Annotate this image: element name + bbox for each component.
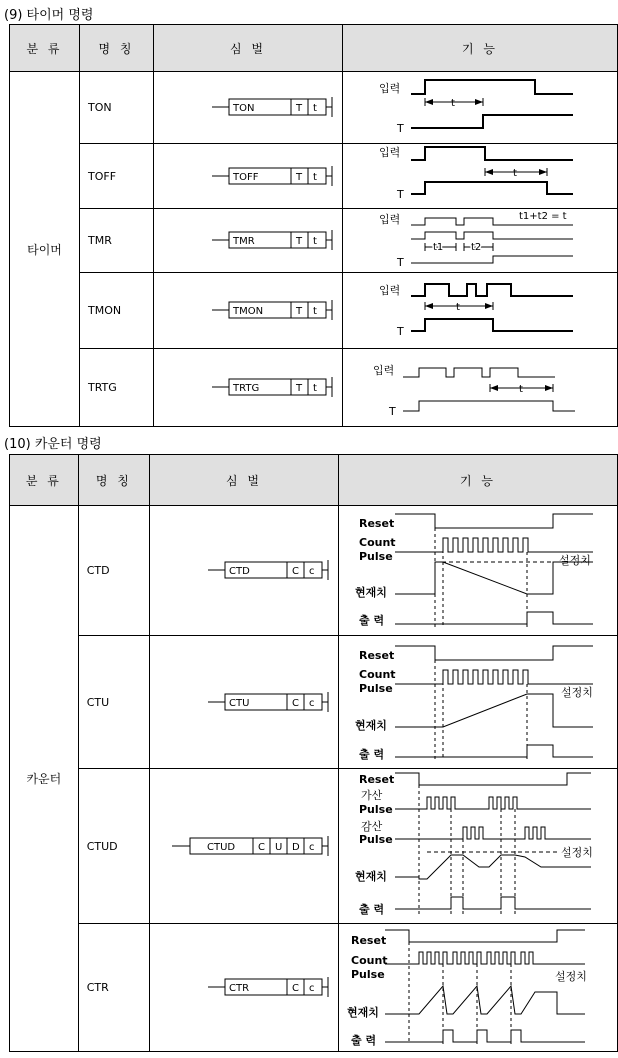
table-row <box>10 769 618 924</box>
counter-table <box>9 454 618 1052</box>
timer-header-row <box>10 25 618 72</box>
reset-label: Reset <box>350 934 387 947</box>
symbol-operand: T <box>296 172 303 183</box>
instruction-symbol <box>154 349 343 427</box>
header-name: 명 칭 <box>78 455 149 506</box>
instruction-name: CTUD <box>78 769 149 924</box>
symbol-operand: c <box>308 698 315 709</box>
symbol-operand: D <box>291 842 300 853</box>
instruction-symbol <box>154 144 343 209</box>
instruction-name: TOFF <box>80 144 154 209</box>
ladder-symbol-toff <box>154 144 342 208</box>
t-label: t <box>513 168 517 179</box>
instruction-symbol <box>149 924 338 1052</box>
symbol-operand: T <box>296 383 303 394</box>
timing-diagram-ctd <box>339 506 617 635</box>
header-symbol: 심 벌 <box>149 455 338 506</box>
output-label: T <box>397 122 404 135</box>
timing-diagram-cell <box>343 209 618 273</box>
table-row <box>10 273 618 349</box>
ladder-symbol-tmr <box>154 209 342 272</box>
instruction-name: TRTG <box>80 349 154 427</box>
reset-label: Reset <box>358 517 395 530</box>
header-function: 기 능 <box>343 25 618 72</box>
setpoint-label: 설정치 <box>560 686 593 699</box>
instruction-name: TMR <box>80 209 154 273</box>
instruction-symbol <box>149 506 338 636</box>
current-value-label: 현재치 <box>354 870 387 883</box>
symbol-operand: C <box>291 566 299 577</box>
header-name: 명 칭 <box>80 25 154 72</box>
input-label: 입력 <box>373 364 395 377</box>
timer-category: 타이머 <box>10 72 80 427</box>
output-label: T <box>397 325 404 338</box>
input-label: 입력 <box>379 284 401 297</box>
counter-header-row <box>10 455 618 506</box>
reset-label: Reset <box>358 649 395 662</box>
timer-section-title: (9) 타이머 명령 <box>4 8 94 23</box>
ladder-symbol-ctr <box>150 924 338 1051</box>
timing-diagram-tmon <box>343 273 617 348</box>
pulse-label: Pulse <box>350 968 385 981</box>
symbol-operand: t <box>313 103 317 114</box>
timing-diagram-cell <box>338 924 617 1052</box>
timing-diagram-cell <box>343 72 618 144</box>
timing-diagram-trtg <box>343 349 617 426</box>
symbol-label: TMON <box>233 306 264 317</box>
t-label: t <box>456 302 460 313</box>
current-value-label: 현재치 <box>346 1006 379 1019</box>
table-row <box>10 349 618 427</box>
output-label: T <box>389 405 396 418</box>
symbol-operand: t <box>313 236 317 247</box>
t-label: t <box>451 98 455 109</box>
output-label: 출 력 <box>358 614 385 627</box>
symbol-label: CTU <box>228 698 250 709</box>
input-label: 입력 <box>379 82 401 95</box>
symbol-label: TON <box>233 103 255 114</box>
t-label: t <box>519 384 523 395</box>
symbol-label: TOFF <box>233 172 259 183</box>
current-value-label: 현재치 <box>354 586 387 599</box>
instruction-symbol <box>154 72 343 144</box>
setpoint-label: 설정치 <box>554 970 587 983</box>
output-label: T <box>397 256 404 269</box>
instruction-name: CTU <box>78 636 149 769</box>
symbol-operand: c <box>308 566 315 577</box>
symbol-operand: C <box>257 842 265 853</box>
output-label: 출 력 <box>350 1034 377 1047</box>
instruction-symbol <box>149 769 338 924</box>
count-label: Count <box>358 668 396 681</box>
table-row <box>10 506 618 636</box>
header-category: 분 류 <box>10 25 80 72</box>
symbol-operand: c <box>308 983 315 994</box>
counter-category: 카운터 <box>10 506 79 1052</box>
symbol-label: CTD <box>228 566 250 577</box>
instruction-name: CTR <box>78 924 149 1052</box>
t2-label: t2 <box>471 242 482 253</box>
instruction-symbol <box>149 636 338 769</box>
symbol-operand: T <box>296 306 303 317</box>
symbol-label: TMR <box>233 236 255 247</box>
sub-label: 감산 <box>360 820 383 833</box>
symbol-operand: T <box>296 236 303 247</box>
table-row <box>10 144 618 209</box>
input-label: 입력 <box>379 146 401 159</box>
ladder-symbol-ton <box>154 72 342 143</box>
output-label: 출 력 <box>358 748 385 761</box>
reset-label: Reset <box>358 773 395 786</box>
header-symbol: 심 벌 <box>154 25 343 72</box>
setpoint-label: 설정치 <box>558 554 591 567</box>
header-category: 분 류 <box>10 455 79 506</box>
add-pulse-label: Pulse <box>358 803 393 816</box>
timing-diagram-tmr <box>343 209 617 272</box>
add-label: 가산 <box>360 789 383 802</box>
symbol-operand: t <box>313 172 317 183</box>
timing-diagram-ctr <box>339 924 617 1051</box>
instruction-name: CTD <box>78 506 149 636</box>
tmr-formula: t1+t2 = t <box>519 211 567 222</box>
symbol-operand: C <box>291 698 299 709</box>
symbol-operand: c <box>308 842 315 853</box>
timing-diagram-ctu <box>339 636 617 768</box>
table-row <box>10 209 618 273</box>
count-label: Count <box>358 536 396 549</box>
output-label: T <box>397 188 404 201</box>
symbol-operand: t <box>313 306 317 317</box>
timing-diagram-cell <box>343 144 618 209</box>
ladder-symbol-ctu <box>150 636 338 768</box>
timing-diagram-toff <box>343 144 617 208</box>
t1-label: t1 <box>433 242 444 253</box>
symbol-operand: U <box>274 842 283 853</box>
timing-diagram-cell <box>343 349 618 427</box>
pulse-label: Pulse <box>358 682 393 695</box>
instruction-symbol <box>154 273 343 349</box>
symbol-operand: C <box>291 983 299 994</box>
instruction-name: TON <box>80 72 154 144</box>
table-row <box>10 636 618 769</box>
pulse-label: Pulse <box>358 550 393 563</box>
count-label: Count <box>350 954 388 967</box>
input-label: 입력 <box>379 213 401 226</box>
symbol-operand: T <box>296 103 303 114</box>
symbol-label: TRTG <box>233 383 260 394</box>
ladder-symbol-trtg <box>154 349 342 426</box>
ladder-symbol-ctd <box>150 506 338 635</box>
output-label: 출 력 <box>358 903 385 916</box>
symbol-operand: t <box>313 383 317 394</box>
timing-diagram-ctud <box>339 769 617 923</box>
current-value-label: 현재치 <box>354 719 387 732</box>
timing-diagram-cell <box>338 769 617 924</box>
counter-section-title: (10) 카운터 명령 <box>4 437 102 452</box>
ladder-symbol-ctud <box>150 769 338 923</box>
instruction-name: TMON <box>80 273 154 349</box>
instruction-symbol <box>154 209 343 273</box>
timer-table <box>9 24 618 427</box>
setpoint-label: 설정치 <box>560 846 593 859</box>
table-row <box>10 924 618 1052</box>
timing-diagram-ton <box>343 72 617 143</box>
ladder-symbol-tmon <box>154 273 342 348</box>
symbol-label: CTUD <box>206 842 236 853</box>
table-row <box>10 72 618 144</box>
timing-diagram-cell <box>338 636 617 769</box>
sub-pulse-label: Pulse <box>358 833 393 846</box>
timing-diagram-cell <box>338 506 617 636</box>
symbol-label: CTR <box>228 983 250 994</box>
timing-diagram-cell <box>343 273 618 349</box>
header-function: 기 능 <box>338 455 617 506</box>
